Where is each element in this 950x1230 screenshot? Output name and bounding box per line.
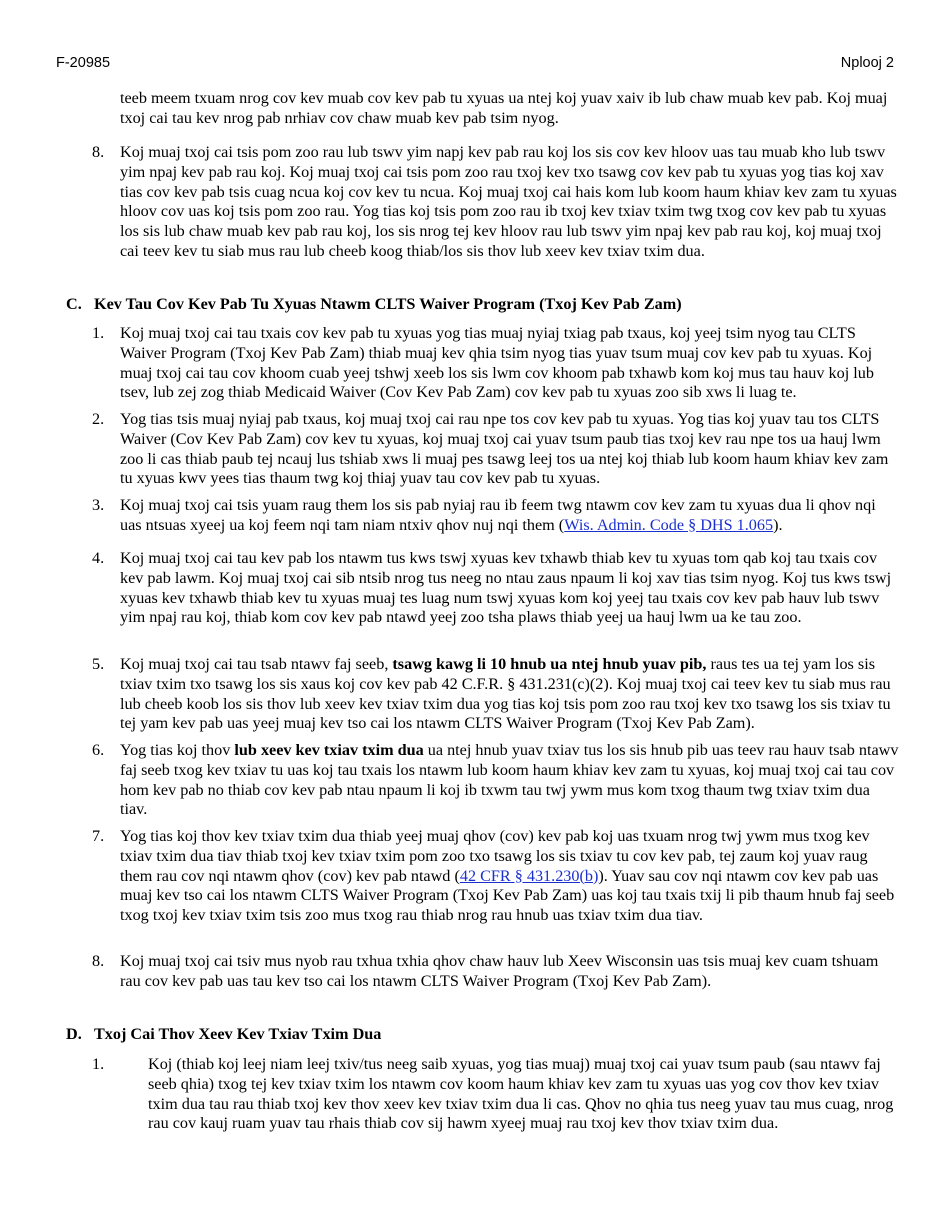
list-item-text: Yog tias koj thov kev txiav txim dua thiab yeej muaj qhov (cov) kev pab koj uas txuam nrog twj ywm mus txog kev txiav txim dua tiav thiab txoj kev txiav txim pom zoo txo tsawg los sis txiav tu cov kev pab, tej zaum koj yuav raug them rau cov nqi ntawm qhov (cov) kev pab ntawd (42 CFR § 431.230(b)). Yuav sau cov nqi ntawm cov kev pab uas muaj kev tso cai los ntawm CLTS Waiver Program (Txoj Kev Pab Zam) uas koj tau txais txij li pib thaum hnub faj seeb txog txoj kev txiav txim tsis zoo mus txog rau thiab nrog rau hnub uas txiav txim dua tiav. [120,827,895,925]
list-number: 1. [92,1055,105,1073]
list-item-text: Koj muaj txoj cai tau kev pab los ntawm tus kws tswj xyuas kev txhawb thiab kev tu xyuas tom qab koj tau txais cov kev pab lawm. Koj muaj txoj cai sib ntsib nrog tus neeg no ntau zaus npaum li koj xav tias tsim nyog. Koj tus kws tswj xyuas kev txhawb thiab kev tu xyuas muaj tes luag num tswj xyuas kom koj yeej tau txais cov kev pab hauv lub tswv yim npaj rau koj, thiab kom cov kev pab ntawd yeej zoo tsha plaws thiab yeej ua hauj lwm ua ke tau zoo. [120,549,892,627]
section-c-heading [66,295,682,315]
section-title: Txoj Cai Thov Xeev Kev Txiav Txim Dua [94,1025,382,1043]
list-item-c4 [92,549,900,628]
form-number: F-20985 [56,55,111,71]
list-item-c1 [92,324,900,403]
list-item-text: Koj muaj txoj cai tau tsab ntawv faj seeb, tsawg kawg li 10 hnub ua ntej hnub yuav pib, raus tes ua tej yam los sis txiav txim txo tsawg los sis xaus koj cov kev pab 42 C.F.R. § 431.231(c)(2). Koj muaj txoj cai teev kev tu siab mus rau lub cheeb koob los sis thov lub xeev kev txiav txim dua yog tias koj tsis pom zoo rau txoj kev txo tsawg los sis txiav tu tej yam kev pab uas yeej muaj kev tso cai los ntawm CLTS Waiver Program (Txoj Kev Pab Zam). [120,655,891,733]
list-item-text: Koj muaj txoj cai tsiv mus nyob rau txhua txhia qhov chaw hauv lub Xeev Wisconsin uas tsis muaj kev cuam tshuam rau cov kev pab uas tau kev tso cai los ntawm CLTS Waiver Program (Txoj Kev Pab Zam). [120,952,879,990]
list-item-c3 [92,496,900,536]
section-d-heading [66,1025,381,1045]
list-number: 7. [92,827,105,845]
list-item-b8 [92,143,900,262]
list-number: 8. [92,143,105,161]
list-item-c7 [92,827,900,926]
list-item-text: Yog tias koj thov lub xeev kev txiav txim dua ua ntej hnub yuav txiav tus los sis hnub pib uas teev rau hauv tsab ntawv faj seeb txog kev txiav tu uas koj tau txais los ntawm lub koom haum khiav kev zam tu xyuas, koj muaj txoj cai tau cov hom kev pab no thiab cov kev pab ntau npaum li koj ib txwm tau twj ywm mus kom txog thaum twg txiav txim dua tiav. [120,741,899,819]
list-item-text: Koj muaj txoj cai tau txais cov kev pab tu xyuas yog tias muaj nyiaj txiag pab txaus, koj yeej tsim nyog tau CLTS Waiver Program (Txoj Kev Pab Zam) thiab muaj kev qhia tsim nyog tias yuav tsum muaj cov kev pab tu xyuas. Koj muaj txoj cai tau cov khoom cuab yeej tshwj xeeb los sis lwm cov khoom pab txhawb kom koj mus tau hauv koj lub tsev, lub zej zog thiab Medicaid Waiver (Cov Kev Pab Zam) cov kev pab tu xyuas zoo sib xws li luag te. [120,324,874,402]
list-item-c5 [92,655,900,734]
section-letter: D. [66,1025,82,1043]
section-title: Kev Tau Cov Kev Pab Tu Xyuas Ntawm CLTS Waiver Program (Txoj Kev Pab Zam) [94,295,682,313]
list-number: 5. [92,655,105,673]
list-item-text: Yog tias tsis muaj nyiaj pab txaus, koj muaj txoj cai rau npe tos cov kev pab tu xyuas. Yog tias koj yuav tau tos CLTS Waiver (Cov Kev Pab Zam) cov kev tu xyuas, koj muaj txoj cai yuav tsum paub tias txoj kev rau npe tos ua hauj lwm zoo li cas thiab paub tej ncauj lus tshiab xws li muaj pes tsawg leej tos ua ntej koj thiab lub koom haum khiav kev zam tu xyuas kwv yees tias thaum twg koj thiaj yuav tau cov kev pab tu xyuas. [120,410,889,488]
list-number: 8. [92,952,105,970]
list-item-d1 [92,1055,900,1134]
list-number: 4. [92,549,105,567]
list-number: 6. [92,741,105,759]
continued-paragraph: teeb meem txuam nrog cov kev muab cov kev pab tu xyuas ua ntej koj yuav xaiv ib lub chaw muab kev pab. Koj muaj txoj cai tau kev nrog pab nrhiav cov chaw muab kev pab tsim nyog. [120,89,888,127]
list-item-text: Koj (thiab koj leej niam leej txiv/tus neeg saib xyuas, yog tias muaj) muaj txoj cai yuav tsum paub (sau ntawv faj seeb qhia) txog tej kev txiav txim los ntawm cov koom haum khiav kev zam tu xyuas uas yog cov thov kev txiav txim dua tau rau thiab txoj kev thov xeev kev txiav txim dua li cas. Qhov no qhia tus neeg yuav tau mus cuag, nrog rau cov kauj ruam yuav tau rhais thiab cov sij hawm xyeej muaj rau txoj kev thov txiav txim dua. [148,1055,894,1133]
list-item-text: Koj muaj txoj cai tsis yuam raug them los sis pab nyiaj rau ib feem twg ntawm cov kev zam tu xyuas dua li qhov nqi uas ntsuas xyeej ua koj feem nqi tam niam ntxiv qhov nuj nqi them (Wis. Admin. Code § DHS 1.065). [120,496,876,534]
list-item-c2 [92,410,900,489]
list-number: 1. [92,324,105,342]
list-number: 2. [92,410,105,428]
page-number: Nplooj 2 [840,55,894,71]
list-item-text: Koj muaj txoj cai tsis pom zoo rau lub tswv yim napj kev pab rau koj los sis cov kev hloov uas tau muab kho lub tswv yim npaj kev pab rau koj. Koj muaj txoj cai tsis pom zoo rau txoj kev txo tsawg cov kev pab tu xyuas yog tias koj xav tias cov kev pab tsis cuag ncua koj cov kev tu ncua. Koj muaj txoj cai hais kom lub koom haum khiav kev zam tu xyuas hloov cov uas koj tsis pom zoo rau. Yog tias koj tsis pom zoo rau ib txoj kev txiav txim twg txog cov kev pab tu xyuas los sis lub chaw muab kev pab rau koj, los sis nrog tej kev hloov rau lub tswv yim npaj kev pab rau koj, koj muaj txoj cai teev kev tu siab mus rau lub cheeb koog thiab/los sis thov lub xeev kev txiav txim dua. [120,143,897,260]
dhs-code-link[interactable]: Wis. Admin. Code § DHS 1.065 [564,515,774,534]
list-item-c8 [92,952,900,992]
list-number: 3. [92,496,105,514]
cfr-link[interactable]: 42 CFR § 431.230(b) [459,866,599,885]
section-letter: C. [66,295,82,313]
list-item-c6 [92,741,900,820]
